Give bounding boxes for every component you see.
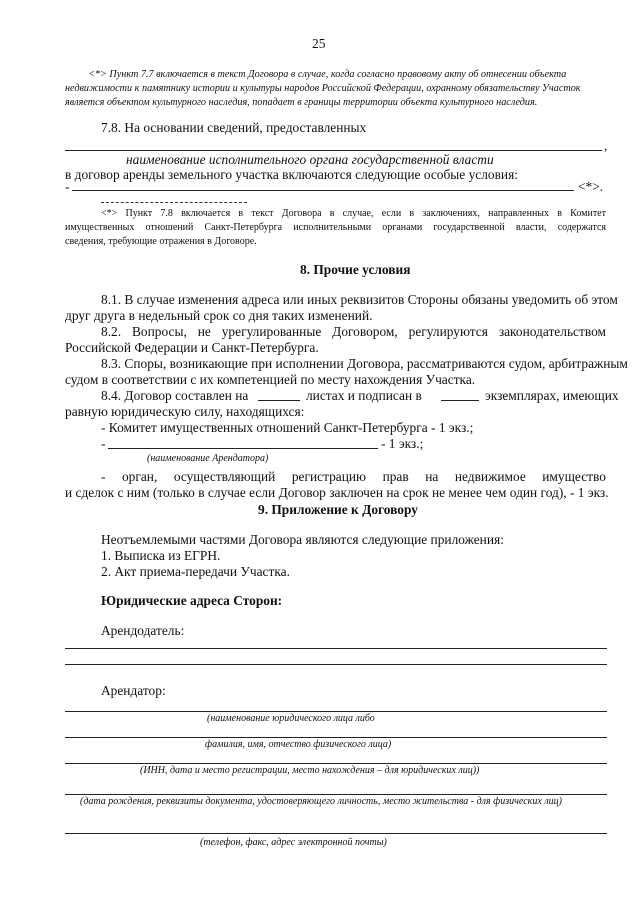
registrar-word: на [425,469,439,484]
registrar-word: регистрацию [291,469,367,484]
copy-tenant-dash: - [101,436,106,451]
clause-7-8-comma: , [604,138,608,153]
copy-registrar-line2: и сделок с ним (только в случае если Договор заключен на срок не менее чем один год), - 1 экз. [65,485,609,500]
clause-8-3-line2: судом в соответствии с их компетенцией по месту нахождения Участка. [65,372,476,387]
clause-8-3-line1: 8.3. Споры, возникающие при исполнении Договора, рассматриваются судом, арбитражным [101,356,628,371]
appendix-item-1: 1. Выписка из ЕГРН. [101,548,221,563]
tenant-name-caption: (наименование Арендатора) [147,453,269,464]
footnote-7-7-line1: <*> Пункт 7.7 включается в текст Договора в случае, когда согласно правовому акту об отнесении объекта [88,69,567,80]
registrar-word: недвижимое [454,469,526,484]
clause-8-2-line2: Российской Федерации и Санкт-Петербурга. [65,340,319,355]
sheets-count-field[interactable] [258,400,300,401]
appendix-item-2: 2. Акт приема-передачи Участка. [101,564,290,579]
landlord-address-line-2[interactable] [65,664,607,665]
tenant-entity-line[interactable] [65,711,607,712]
footnote-7-7-line3: является объектом культурного наследия, попадает в границы территории объекта культурного наследия. [65,97,538,108]
landlord-address-line-1[interactable] [65,648,607,649]
clause-7-8-line2: в договор аренды земельного участка включаются следующие особые условия: [65,167,518,182]
copy-registrar-line1 [101,469,606,485]
copy-tenant-suffix: - 1 экз.; [381,436,424,451]
tenant-birth-line[interactable] [65,794,607,795]
special-conditions-dash: - [65,179,70,194]
appendix-intro: Неотъемлемыми частями Договора являются следующие приложения: [101,532,504,547]
clause-7-8-intro: 7.8. На основании сведений, предоставленных [101,120,367,135]
registrar-word: имущество [542,469,606,484]
copy-committee: - Комитет имущественных отношений Санкт-Петербурга - 1 экз.; [101,420,474,435]
tenant-birth-caption: (дата рождения, реквизиты документа, удостоверяющего личность, место жительства - для физических лиц) [80,796,562,807]
clause-8-4-part-a: 8.4. Договор составлен на [101,388,249,403]
footnote-7-7-line2: недвижимости к памятнику истории и культуры народов Российской Федерации, охранному обязательству Участок [65,83,581,94]
clause-8-1-line2: друг друга в недельный срок со дня таких изменений. [65,308,373,323]
clause-8-2-line1: 8.2. Вопросы, не урегулированные Договором, регулируются законодательством [101,324,606,339]
clause-8-1-line1: 8.1. В случае изменения адреса или иных реквизитов Стороны обязаны уведомить об этом [101,292,618,307]
tenant-entity-caption: (наименование юридического лица либо [207,713,375,724]
section-8-title: 8. Прочие условия [300,262,411,277]
registrar-word: осуществляющий [173,469,276,484]
tenant-contacts-caption: (телефон, факс, адрес электронной почты) [200,837,387,848]
clause-8-4-line2: равную юридическую силу, находящихся: [65,404,305,419]
landlord-label: Арендодатель: [101,623,185,638]
tenant-contacts-line[interactable] [65,833,607,834]
page-number: 25 [312,36,326,51]
registrar-word: орган, [121,469,158,484]
tenant-name-field[interactable] [108,448,378,449]
tenant-person-line[interactable] [65,737,607,738]
clause-8-4-part-b: листах и подписан в [306,388,422,403]
clause-8-4-part-c: экземплярах, имеющих [485,388,619,403]
registrar-word: - [101,469,106,484]
clause-7-8-ref: <*>. [578,179,604,194]
section-9-title: 9. Приложение к Договору [258,502,418,517]
footnote-7-8-line1: <*> Пункт 7.8 включается в текст Договора в случае, если в заключениях, направленных в Комитет [101,208,606,219]
copies-count-field[interactable] [441,400,479,401]
authority-fill-line[interactable] [65,150,602,151]
special-conditions-fill-line[interactable] [72,190,574,191]
footnote-separator [101,202,247,203]
registrar-word: прав [382,469,409,484]
tenant-inn-caption: (ИНН, дата и место регистрации, место нахождения – для юридических лиц)) [140,765,480,776]
tenant-inn-line[interactable] [65,763,607,764]
authority-caption: наименование исполнительного органа государственной власти [126,152,494,167]
tenant-label: Арендатор: [101,683,166,698]
footnote-7-8-line3: сведения, требующие отражения в Договоре. [65,236,257,247]
tenant-person-caption: фамилия, имя, отчество физического лица) [205,739,392,750]
addresses-title: Юридические адреса Сторон: [101,593,283,608]
footnote-7-8-line2: имущественных отношений Санкт-Петербурга исполнительными органами государственной власти, содержатся [65,222,606,233]
